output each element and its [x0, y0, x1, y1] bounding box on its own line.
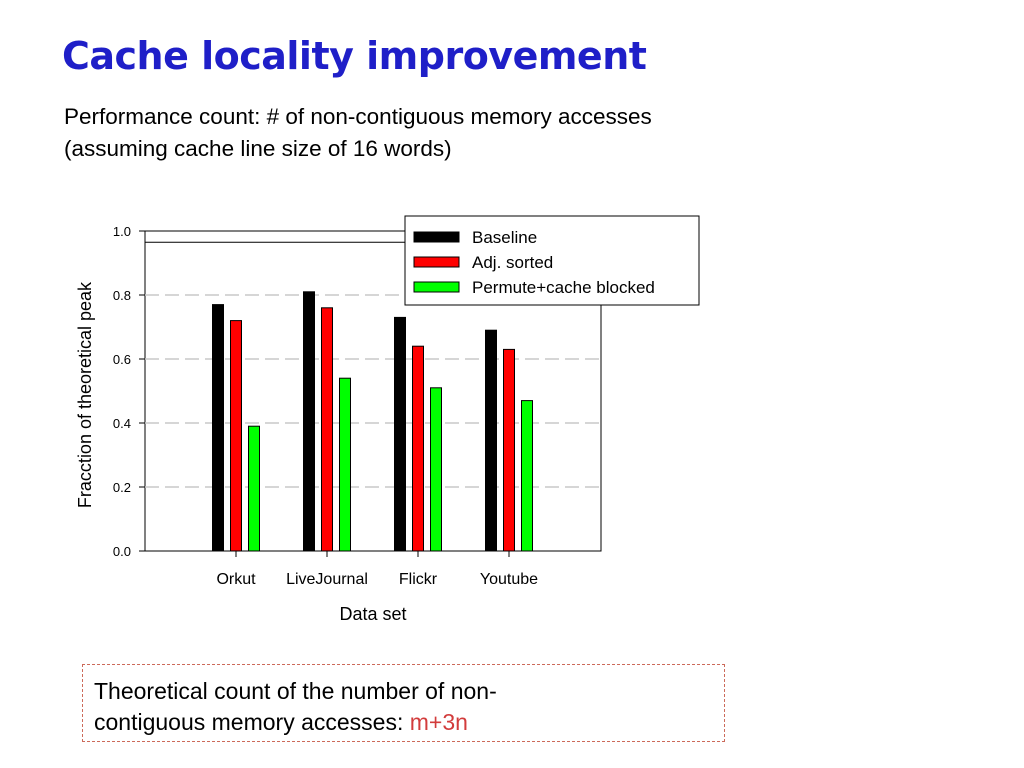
y-tick-label: 1.0 — [112, 224, 131, 239]
legend-label-adj-sorted: Adj. sorted — [472, 253, 554, 272]
theoretical-count-note — [82, 664, 725, 742]
bar-adj-sorted-orkut — [231, 321, 242, 551]
note-formula: m+3n — [409, 709, 468, 735]
x-tick-label-orkut: Orkut — [216, 571, 256, 588]
subtitle-line-2: (assuming cache line size of 16 words) — [64, 136, 452, 161]
bar-baseline-youtube — [486, 330, 497, 551]
subtitle-line-1: Performance count: # of non-contiguous memory accesses — [64, 104, 652, 129]
legend-label-baseline: Baseline — [472, 228, 538, 247]
x-tick-label-flickr: Flickr — [398, 571, 438, 588]
y-tick-label: 0.0 — [112, 544, 131, 559]
legend-swatch-adj-sorted — [414, 257, 459, 267]
y-tick-label: 0.6 — [112, 352, 131, 367]
note-line-2-text: contiguous memory accesses: — [94, 709, 410, 735]
legend-label-permute-cache-blocked: Permute+cache blocked — [472, 278, 655, 297]
x-tick-label-youtube: Youtube — [479, 571, 539, 588]
legend-swatch-baseline — [414, 232, 459, 242]
x-axis-title: Data set — [339, 604, 407, 624]
bar-adj-sorted-livejournal — [322, 308, 333, 551]
bar-baseline-flickr — [395, 317, 406, 551]
slide-title: Cache locality improvement — [62, 34, 647, 78]
note-line-1: Theoretical count of the number of non- — [94, 678, 497, 704]
bar-permute-cache-blocked-livejournal — [340, 378, 351, 551]
bar-baseline-orkut — [213, 305, 224, 551]
y-tick-label: 0.8 — [112, 288, 131, 303]
bar-adj-sorted-flickr — [413, 346, 424, 551]
x-tick-label-livejournal: LiveJournal — [286, 571, 368, 588]
legend-swatch-permute-cache-blocked — [414, 282, 459, 292]
bar-permute-cache-blocked-flickr — [431, 388, 442, 551]
bar-adj-sorted-youtube — [504, 349, 515, 551]
y-tick-label: 0.2 — [112, 480, 131, 495]
bar-permute-cache-blocked-youtube — [522, 401, 533, 551]
y-tick-label: 0.4 — [112, 416, 131, 431]
bar-permute-cache-blocked-orkut — [249, 426, 260, 551]
y-axis-title: Fracction of theoretical peak — [75, 281, 95, 509]
bar-baseline-livejournal — [304, 292, 315, 551]
note-line-2 — [94, 707, 724, 738]
